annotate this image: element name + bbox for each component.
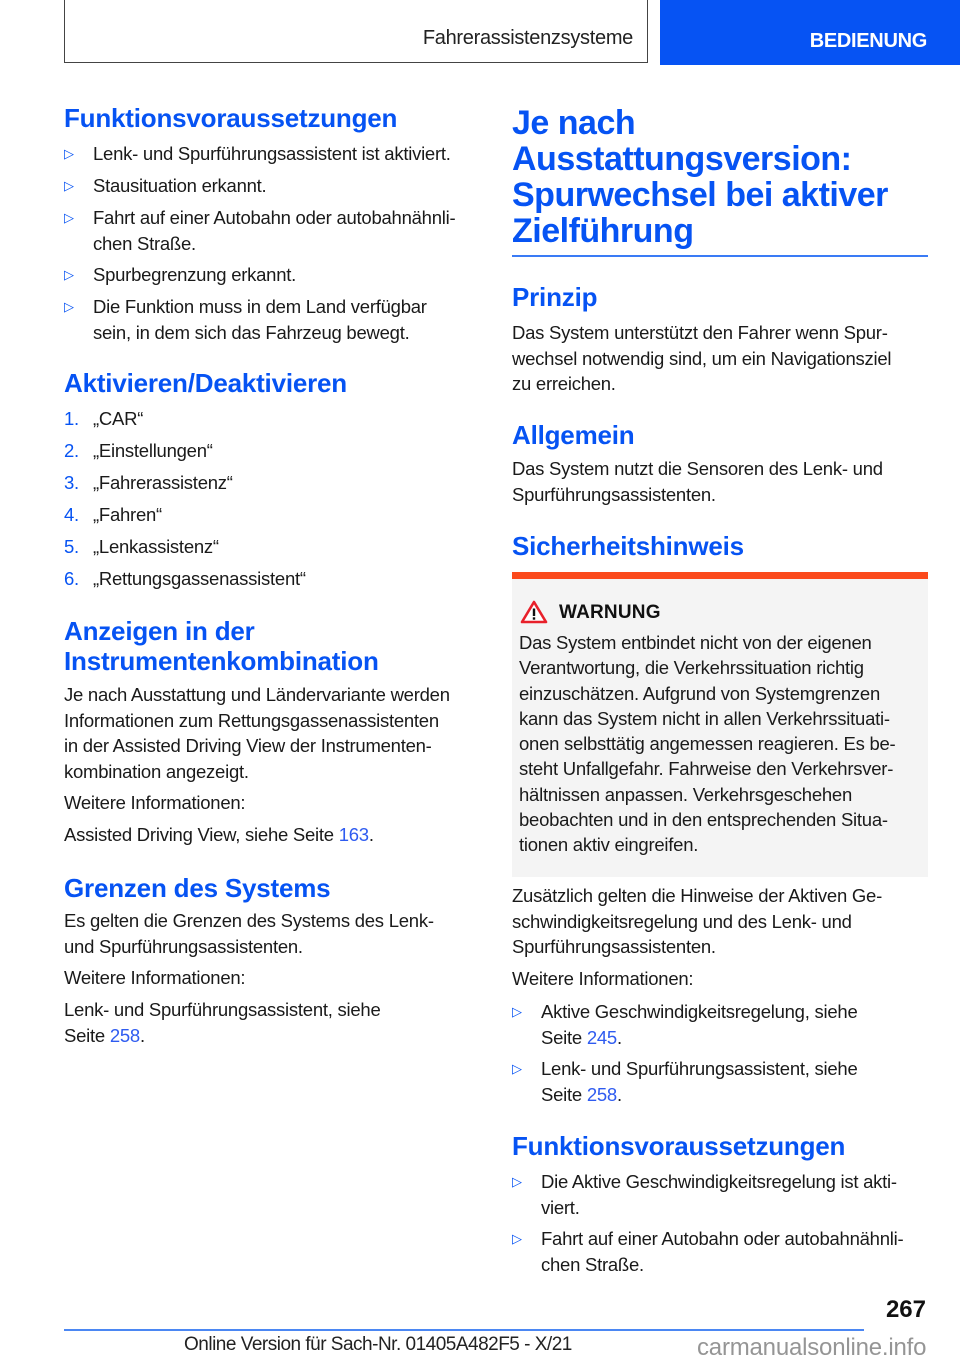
list-item: ▷ Lenk- und Spurführungsassistent, siehe Seite 258. — [512, 1056, 858, 1107]
heading-funktionsvoraussetzungen: Funktionsvoraussetzungen — [64, 103, 398, 133]
header-section-title: Fahrerassistenzsysteme — [422, 27, 633, 49]
cross-reference: Lenk- und Spurführungsassistent, siehe Seite 258. — [64, 999, 381, 1046]
heading-aktivieren-deaktivieren: Aktivieren/Deaktivieren — [64, 368, 347, 398]
more-info-label: Weitere Informationen: — [64, 792, 246, 813]
warning-box — [512, 572, 928, 877]
page-number: 267 — [885, 1296, 926, 1323]
footer-divider — [64, 1329, 864, 1331]
page-link-258[interactable]: 258 — [586, 1083, 617, 1105]
triangle-bullet-icon: ▷ — [512, 1061, 522, 1076]
step-item: 2. „Einstellungen“ — [64, 440, 213, 461]
step-item: 1. „CAR“ — [64, 408, 144, 429]
heading-sicherheitshinweis: Sicherheitshinweis — [512, 531, 744, 561]
step-item: 5. „Lenkassistenz“ — [64, 536, 219, 557]
header-section-box — [64, 0, 648, 63]
step-item: 6. „Rettungsgassenassistent“ — [64, 568, 306, 589]
heading-allgemein: Allgemein — [512, 420, 635, 450]
list-item: ▷ Aktive Geschwindigkeitsregelung, siehe Seite 245. — [512, 999, 857, 1050]
list-item: ▷ Lenk- und Spurführungsassistent ist aktiviert. — [64, 141, 451, 167]
warning-text: Das System entbindet nicht von der eigenen Verantwortung, die Verkehrssituation richtig einzuschätzen. Aufgrund von Systemgrenzen kann das System nicht in allen Verkehrssituati- onen selbsttätig angemessen reagieren. Es be- steht Unfallgefahr. Fahrweise den Verkehrsver- hältnissen anpassen. Verkehrsgeschehen beobachten und in den entsprechenden Situa- tionen aktiv eingreifen. — [519, 632, 896, 856]
list-item: ▷ Die Funktion muss in dem Land verfügbar sein, in dem sich das Fahrzeug bewegt. — [64, 294, 427, 345]
title-divider — [512, 255, 928, 257]
main-title: Je nach Ausstattungsversion: Spurwechsel bei aktiver Zielführung — [512, 104, 888, 250]
page-link-163[interactable]: 163 — [338, 824, 369, 845]
triangle-bullet-icon: ▷ — [64, 299, 74, 314]
heading-prinzip: Prinzip — [512, 282, 598, 312]
triangle-bullet-icon: ▷ — [512, 1174, 522, 1189]
heading-funktionsvoraussetzungen-2: Funktionsvoraussetzungen — [512, 1131, 846, 1161]
online-version-text: Online Version für Sach-Nr. 01405A482F5 - X/21 — [184, 1334, 572, 1355]
allgemein-body: Das System nutzt die Sensoren des Lenk- und Spurführungsassistenten. — [512, 458, 883, 505]
step-item: 3. „Fahrerassistenz“ — [64, 472, 233, 493]
list-item: ▷ Fahrt auf einer Autobahn oder autobahnähnli- chen Straße. — [64, 205, 455, 256]
triangle-bullet-icon: ▷ — [64, 210, 74, 225]
list-item: ▷ Stausituation erkannt. — [64, 173, 266, 199]
grenzen-body: Es gelten die Grenzen des Systems des Lenk- und Spurführungsassistenten. — [64, 910, 434, 957]
prinzip-body: Das System unterstützt den Fahrer wenn Spur- wechsel notwendig sind, um ein Navigationsziel zu erreichen. — [512, 322, 892, 394]
chapter-tab-label: BEDIENUNG — [809, 30, 927, 52]
warning-bar — [512, 572, 928, 579]
warning-triangle-icon — [520, 600, 548, 624]
triangle-bullet-icon: ▷ — [512, 1231, 522, 1246]
triangle-bullet-icon: ▷ — [512, 1004, 522, 1019]
heading-grenzen: Grenzen des Systems — [64, 873, 331, 903]
triangle-bullet-icon: ▷ — [64, 178, 74, 193]
cross-reference: Assisted Driving View, siehe Seite 163. — [64, 824, 374, 845]
additional-notes: Zusätzlich gelten die Hinweise der Aktiven Ge- schwindigkeitsregelung und des Lenk- und Spurführungsassistenten. — [512, 885, 882, 957]
triangle-bullet-icon: ▷ — [64, 267, 74, 282]
more-info-label: Weitere Informationen: — [64, 967, 246, 988]
heading-anzeigen: Anzeigen in der Instrumentenkombination — [64, 616, 379, 676]
step-item: 4. „Fahren“ — [64, 504, 162, 525]
page-link-258[interactable]: 258 — [109, 1024, 140, 1046]
list-item: ▷ Spurbegrenzung erkannt. — [64, 262, 296, 288]
warning-label: WARNUNG — [559, 602, 661, 623]
watermark: carmanualsonline.info — [697, 1334, 927, 1361]
triangle-bullet-icon: ▷ — [64, 146, 74, 161]
list-item: ▷ Die Aktive Geschwindigkeitsregelung ist akti- viert. — [512, 1169, 897, 1220]
more-info-label: Weitere Informationen: — [512, 968, 694, 989]
chapter-tab[interactable] — [660, 0, 960, 65]
page-link-245[interactable]: 245 — [586, 1026, 617, 1048]
anzeigen-body: Je nach Ausstattung und Ländervariante werden Informationen zum Rettungsgassenassistenten in der Assisted Driving View der Instrumenten- kombination angezeigt. — [64, 684, 450, 782]
list-item: ▷ Fahrt auf einer Autobahn oder autobahnähnli- chen Straße. — [512, 1226, 903, 1277]
